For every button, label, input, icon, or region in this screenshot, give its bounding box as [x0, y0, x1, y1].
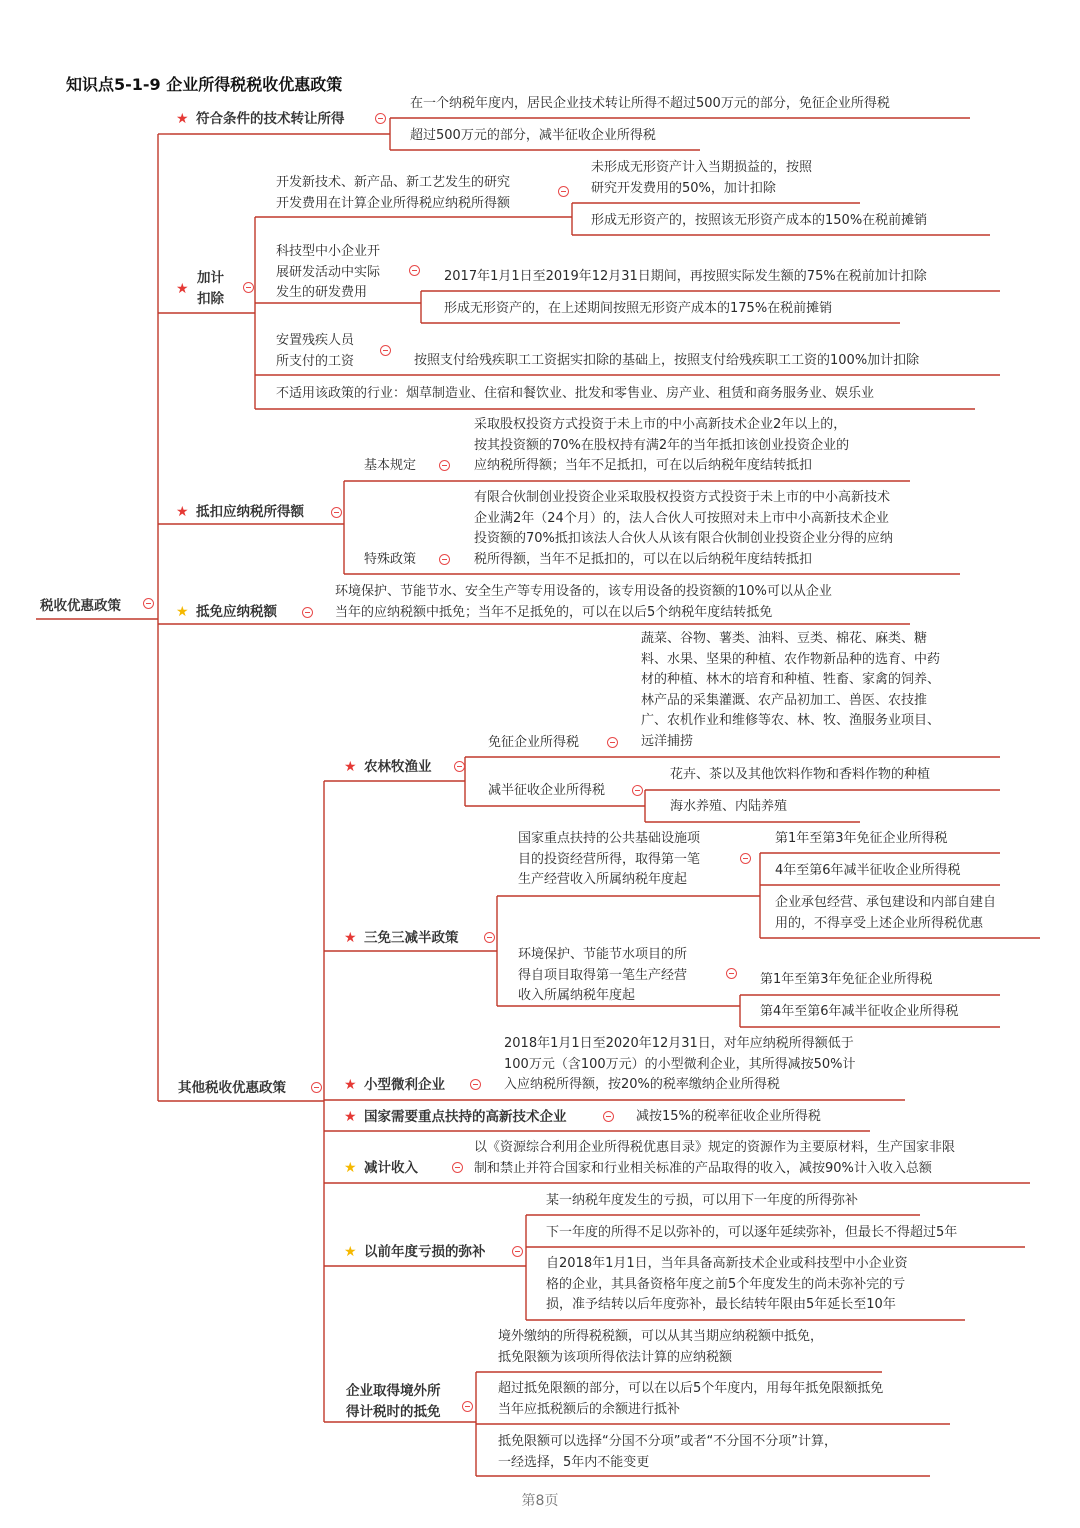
env-project-node: 环境保护、节能节水项目的所 得自项目取得第一笔生产经营 收入所属纳税年度起 [518, 947, 688, 1004]
rd-expense-item-1: 未形成无形资产计入当期损益的，按照 研究开发费用的50%，加计扣除 [591, 160, 813, 196]
branch-taxable-income-offset: 抵扣应纳税所得额 [196, 504, 304, 520]
smb-rd-collapse-toggle[interactable] [409, 265, 420, 276]
agri-exempt-collapse-toggle[interactable] [607, 737, 618, 748]
foreign-income-node: 企业取得境外所 得计税时的抵免 [346, 1383, 441, 1420]
star-icon: ★ [344, 1160, 357, 1176]
env-project-item-1: 第1年至第3年免征企业所得税 [760, 972, 933, 987]
agri-exempt-node: 免征企业所得税 [488, 735, 580, 750]
tax-credit-collapse-toggle[interactable] [302, 607, 313, 618]
star-icon: ★ [344, 1077, 357, 1093]
branch-tax-credit: 抵免应纳税额 [196, 604, 277, 620]
star-icon: ★ [344, 759, 357, 775]
env-project-item-2: 第4年至第6年减半征收企业所得税 [760, 1004, 959, 1019]
agri-half-collapse-toggle[interactable] [632, 785, 643, 796]
page-number: 第8页 [521, 1493, 559, 1509]
taxable-income-offset-collapse-toggle[interactable] [331, 507, 342, 518]
foreign-income-collapse-toggle[interactable] [462, 1401, 473, 1412]
basic-rule-collapse-toggle[interactable] [439, 460, 450, 471]
small-micro-text: 2018年1月1日至2020年12月31日，对年应纳税所得额低于 100万元（含100万元）的小型微利企业，其所得减按50%计 入应纳税所得额，按20%的税率缴纳企业所得税 [504, 1036, 856, 1093]
agri-half-node: 减半征收企业所得税 [488, 783, 606, 798]
smb-rd-item-2: 形成无形资产的，在上述期间按照无形资产成本的175%在税前摊销 [444, 301, 833, 316]
loss-carryforward-item-2: 下一年度的所得不足以弥补的，可以逐年延续弥补，但最长不得超过5年 [546, 1225, 958, 1240]
disabled-wages-item: 按照支付给残疾职工工资据实扣除的基础上，按照支付给残疾职工工资的100%加计扣除 [414, 353, 920, 368]
basic-rule-text: 采取股权投资方式投资于未上市的中小高新技术企业2年以上的， 按其投资额的70%在股权持有满2年的当年抵扣该创业投资企业的 应纳税所得额；当年不足抵扣，可在以后纳税年度结转抵扣 [474, 417, 850, 474]
branch-other-preferences: 其他税收优惠政策 [178, 1080, 286, 1096]
income-reduction-collapse-toggle[interactable] [452, 1162, 463, 1173]
star-icon: ★ [176, 111, 189, 127]
star-icon: ★ [344, 1109, 357, 1125]
infrastructure-item-3: 企业承包经营、承包建设和内部自建自 用的，不得享受上述企业所得税优惠 [775, 895, 997, 931]
three-exempt-node: 三免三减半政策 [364, 930, 459, 946]
infrastructure-node: 国家重点扶持的公共基础设施项 目的投资经营所得，取得第一笔 生产经营收入所属纳税年度起 [518, 831, 701, 888]
super-deduction-collapse-toggle[interactable] [243, 282, 254, 293]
foreign-income-item-3: 抵免限额可以选择“分国不分项”或者“不分国不分项”计算， 一经选择，5年内不能变更 [498, 1434, 837, 1470]
loss-carryforward-item-3: 自2018年1月1日，当年具备高新技术企业或科技型中小企业资 格的企业，其具备资格年度之前5个年度发生的尚未弥补完的亏 损，准予结转以后年度弥补，最长结转年限由5年延长至10年 [546, 1256, 908, 1313]
env-project-collapse-toggle[interactable] [726, 968, 737, 979]
basic-rule-node: 基本规定 [364, 458, 417, 473]
special-policy-text: 有限合伙制创业投资企业采取股权投资方式投资于未上市的中小高新技术 企业满2年（24个月）的，法人合伙人可按照对未上市中小高新技术企业 投资额的70%抵扣该法人合伙人从该有限合伙制创业投资企业分得的应纳 税所得额，当年不足抵扣的，可以在以后纳税年度结转抵扣 [474, 490, 893, 567]
tech-transfer-item-1: 在一个纳税年度内，居民企业技术转让所得不超过500万元的部分，免征企业所得税 [410, 96, 890, 111]
tax-credit-text: 环境保护、节能节水、安全生产等专用设备的，该专用设备的投资额的10%可以从企业 当年的应纳税额中抵免；当年不足抵免的，可以在以后5个纳税年度结转抵免 [335, 584, 832, 620]
star-icon: ★ [344, 930, 357, 946]
infrastructure-item-1: 第1年至第3年免征企业所得税 [775, 831, 948, 846]
special-policy-collapse-toggle[interactable] [439, 554, 450, 565]
disabled-wages-collapse-toggle[interactable] [380, 345, 391, 356]
high-tech-collapse-toggle[interactable] [603, 1111, 614, 1122]
tech-transfer-item-2: 超过500万元的部分，减半征收企业所得税 [410, 128, 656, 143]
small-micro-node: 小型微利企业 [364, 1077, 445, 1093]
smb-rd-item-1: 2017年1月1日至2019年12月31日期间，再按照实际发生额的75%在税前加计扣除 [444, 269, 927, 284]
star-icon: ★ [344, 1244, 357, 1260]
special-policy-node: 特殊政策 [364, 552, 417, 567]
rd-expense-collapse-toggle[interactable] [558, 186, 569, 197]
star-icon: ★ [176, 604, 189, 620]
loss-carryforward-collapse-toggle[interactable] [512, 1246, 523, 1257]
loss-carryforward-item-1: 某一纳税年度发生的亏损，可以用下一年度的所得弥补 [546, 1193, 859, 1208]
foreign-income-item-2: 超过抵免限额的部分，可以在以后5个年度内，用每年抵免限额抵免 当年应抵税额后的余额进行抵补 [498, 1381, 884, 1417]
star-icon: ★ [176, 281, 189, 297]
agri-half-item-1: 花卉、茶以及其他饮料作物和香料作物的种植 [670, 767, 931, 782]
rd-expense-item-2: 形成无形资产的，按照该无形资产成本的150%在税前摊销 [591, 213, 928, 228]
star-icon: ★ [176, 504, 189, 520]
smb-rd-node: 科技型中小企业开 展研发活动中实际 发生的研发费用 [276, 244, 381, 301]
agri-half-item-2: 海水养殖、内陆养殖 [670, 799, 788, 814]
income-reduction-text: 以《资源综合利用企业所得税优惠目录》规定的资源作为主要原材料，生产国家非限 制和禁止并符合国家和行业相关标准的产品取得的收入，减按90%计入收入总额 [474, 1140, 956, 1176]
tech-transfer-collapse-toggle[interactable] [375, 113, 386, 124]
branch-super-deduction: 加计 扣除 [197, 270, 224, 307]
root-collapse-toggle[interactable] [143, 598, 154, 609]
small-micro-collapse-toggle[interactable] [470, 1079, 481, 1090]
loss-carryforward-node: 以前年度亏损的弥补 [364, 1244, 486, 1260]
high-tech-text: 减按15%的税率征收企业所得税 [636, 1109, 821, 1124]
other-preferences-collapse-toggle[interactable] [311, 1082, 322, 1093]
agriculture-collapse-toggle[interactable] [454, 761, 465, 772]
excluded-industries: 不适用该政策的行业：烟草制造业、住宿和餐饮业、批发和零售业、房产业、租赁和商务服务业、娱乐业 [276, 386, 875, 401]
agri-exempt-text: 蔬菜、谷物、薯类、油料、豆类、棉花、麻类、糖 料、水果、坚果的种植、农作物新品种的选育、中药 材的种植、林木的培育和种植、牲畜、家禽的饲养、 林产品的采集灌溉、农产品初加工、兽医、农技推 广、农机作业和维修等农、林、牧、渔服务业项目、 远洋捕捞 [641, 631, 941, 749]
high-tech-node: 国家需要重点扶持的高新技术企业 [364, 1109, 567, 1125]
disabled-wages-node: 安置残疾人员 所支付的工资 [276, 333, 355, 369]
root-node: 税收优惠政策 [40, 598, 121, 614]
infrastructure-item-2: 4年至第6年减半征收企业所得税 [775, 863, 961, 878]
branch-tech-transfer: 符合条件的技术转让所得 [196, 111, 345, 127]
infrastructure-collapse-toggle[interactable] [740, 853, 751, 864]
agriculture-node: 农林牧渔业 [364, 759, 432, 775]
income-reduction-node: 减计收入 [364, 1160, 418, 1176]
page-title: 知识点5-1-9 企业所得税税收优惠政策 [66, 75, 343, 94]
rd-expense-node: 开发新技术、新产品、新工艺发生的研究 开发费用在计算企业所得税应纳税所得额 [276, 175, 511, 211]
foreign-income-item-1: 境外缴纳的所得税税额，可以从其当期应纳税额中抵免， 抵免限额为该项所得依法计算的应纳税额 [498, 1329, 824, 1365]
three-exempt-collapse-toggle[interactable] [484, 932, 495, 943]
